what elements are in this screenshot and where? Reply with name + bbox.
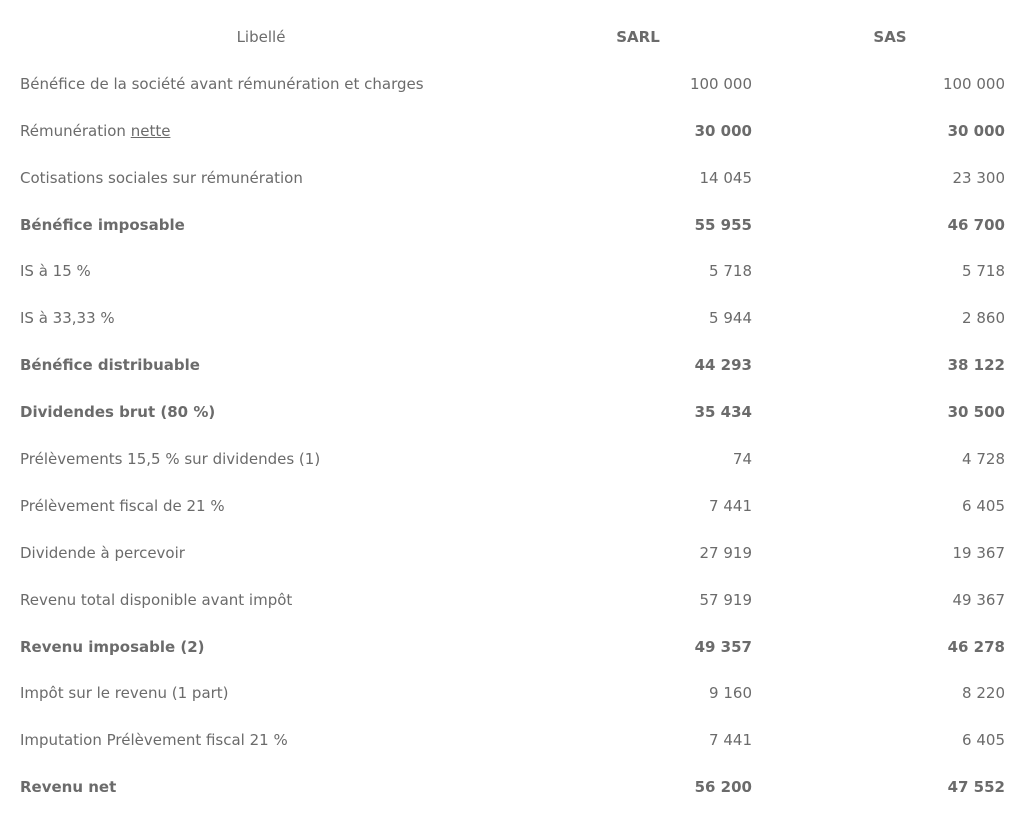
row-sas-value: 30 500: [947, 403, 1005, 422]
header-sarl: SARL: [616, 28, 660, 46]
row-sarl-value: 9 160: [709, 684, 752, 703]
row-sarl-value: 35 434: [694, 403, 752, 422]
row-sas-value: 46 278: [947, 637, 1005, 656]
table-row: [0, 483, 1030, 530]
row-label: Bénéfice de la société avant rémunération et charges: [20, 74, 424, 93]
row-label: Prélèvements 15,5 % sur dividendes (1): [20, 450, 321, 469]
table-row: [0, 202, 1030, 249]
row-sas-value: 46 700: [947, 215, 1005, 234]
row-sas-value: 2 860: [962, 309, 1005, 328]
row-label: Imputation Prélèvement fiscal 21 %: [20, 731, 288, 750]
row-sas-value: 30 000: [947, 121, 1005, 140]
row-sas-value: 4 728: [962, 450, 1005, 469]
row-sas-value: 49 367: [952, 590, 1005, 609]
row-label: IS à 15 %: [20, 262, 91, 281]
header-label: Libellé: [236, 28, 286, 46]
row-sas-value: 19 367: [952, 543, 1005, 562]
row-sarl-value: 5 718: [709, 262, 752, 281]
row-label: Revenu imposable (2): [20, 637, 205, 656]
table-row: [0, 155, 1030, 202]
row-sarl-value: 30 000: [694, 121, 752, 140]
row-label: Impôt sur le revenu (1 part): [20, 684, 229, 703]
table-row: [0, 389, 1030, 436]
row-label-text: Rémunération: [20, 121, 131, 140]
comparison-table: [0, 14, 1030, 811]
row-sarl-value: 74: [732, 450, 752, 469]
table-row: [0, 717, 1030, 764]
table-row: [0, 436, 1030, 483]
row-sas-value: 100 000: [942, 74, 1005, 93]
row-sarl-value: 55 955: [694, 215, 752, 234]
row-sarl-value: 100 000: [689, 74, 752, 93]
row-label: Revenu net: [20, 778, 117, 797]
table-header: [0, 14, 1030, 61]
row-sas-value: 6 405: [962, 496, 1005, 515]
row-label: Cotisations sociales sur rémunération: [20, 168, 303, 187]
row-label: Bénéfice distribuable: [20, 356, 200, 375]
table-row: [0, 624, 1030, 671]
table-row: [0, 295, 1030, 342]
row-sarl-value: 5 944: [709, 309, 752, 328]
row-sarl-value: 14 045: [699, 168, 752, 187]
row-label-underlined: nette: [130, 121, 171, 140]
table-row: [0, 342, 1030, 389]
row-label: Dividendes brut (80 %): [20, 403, 216, 422]
row-sas-value: 5 718: [962, 262, 1005, 281]
row-sarl-value: 44 293: [694, 356, 752, 375]
header-sas: SAS: [873, 28, 907, 46]
row-sarl-value: 56 200: [694, 778, 752, 797]
table-row: [0, 530, 1030, 577]
table-row: [0, 108, 1030, 155]
row-sarl-value: 7 441: [709, 731, 752, 750]
row-label: Revenu total disponible avant impôt: [20, 590, 293, 609]
row-sarl-value: 27 919: [699, 543, 752, 562]
row-label: Prélèvement fiscal de 21 %: [20, 496, 225, 515]
table-row: [0, 577, 1030, 624]
row-sas-value: 38 122: [947, 356, 1005, 375]
row-sas-value: 23 300: [952, 168, 1005, 187]
row-label: Bénéfice imposable: [20, 215, 185, 234]
row-label: IS à 33,33 %: [20, 309, 115, 328]
table-row: [0, 61, 1030, 108]
row-sas-value: 8 220: [962, 684, 1005, 703]
table-row: [0, 670, 1030, 717]
row-sarl-value: 57 919: [699, 590, 752, 609]
row-sas-value: 6 405: [962, 731, 1005, 750]
table-row: [0, 764, 1030, 811]
row-label: [20, 108, 170, 155]
row-label: Dividende à percevoir: [20, 543, 185, 562]
row-sarl-value: 7 441: [709, 496, 752, 515]
row-sarl-value: 49 357: [694, 637, 752, 656]
row-sas-value: 47 552: [947, 778, 1005, 797]
table-row: [0, 248, 1030, 295]
